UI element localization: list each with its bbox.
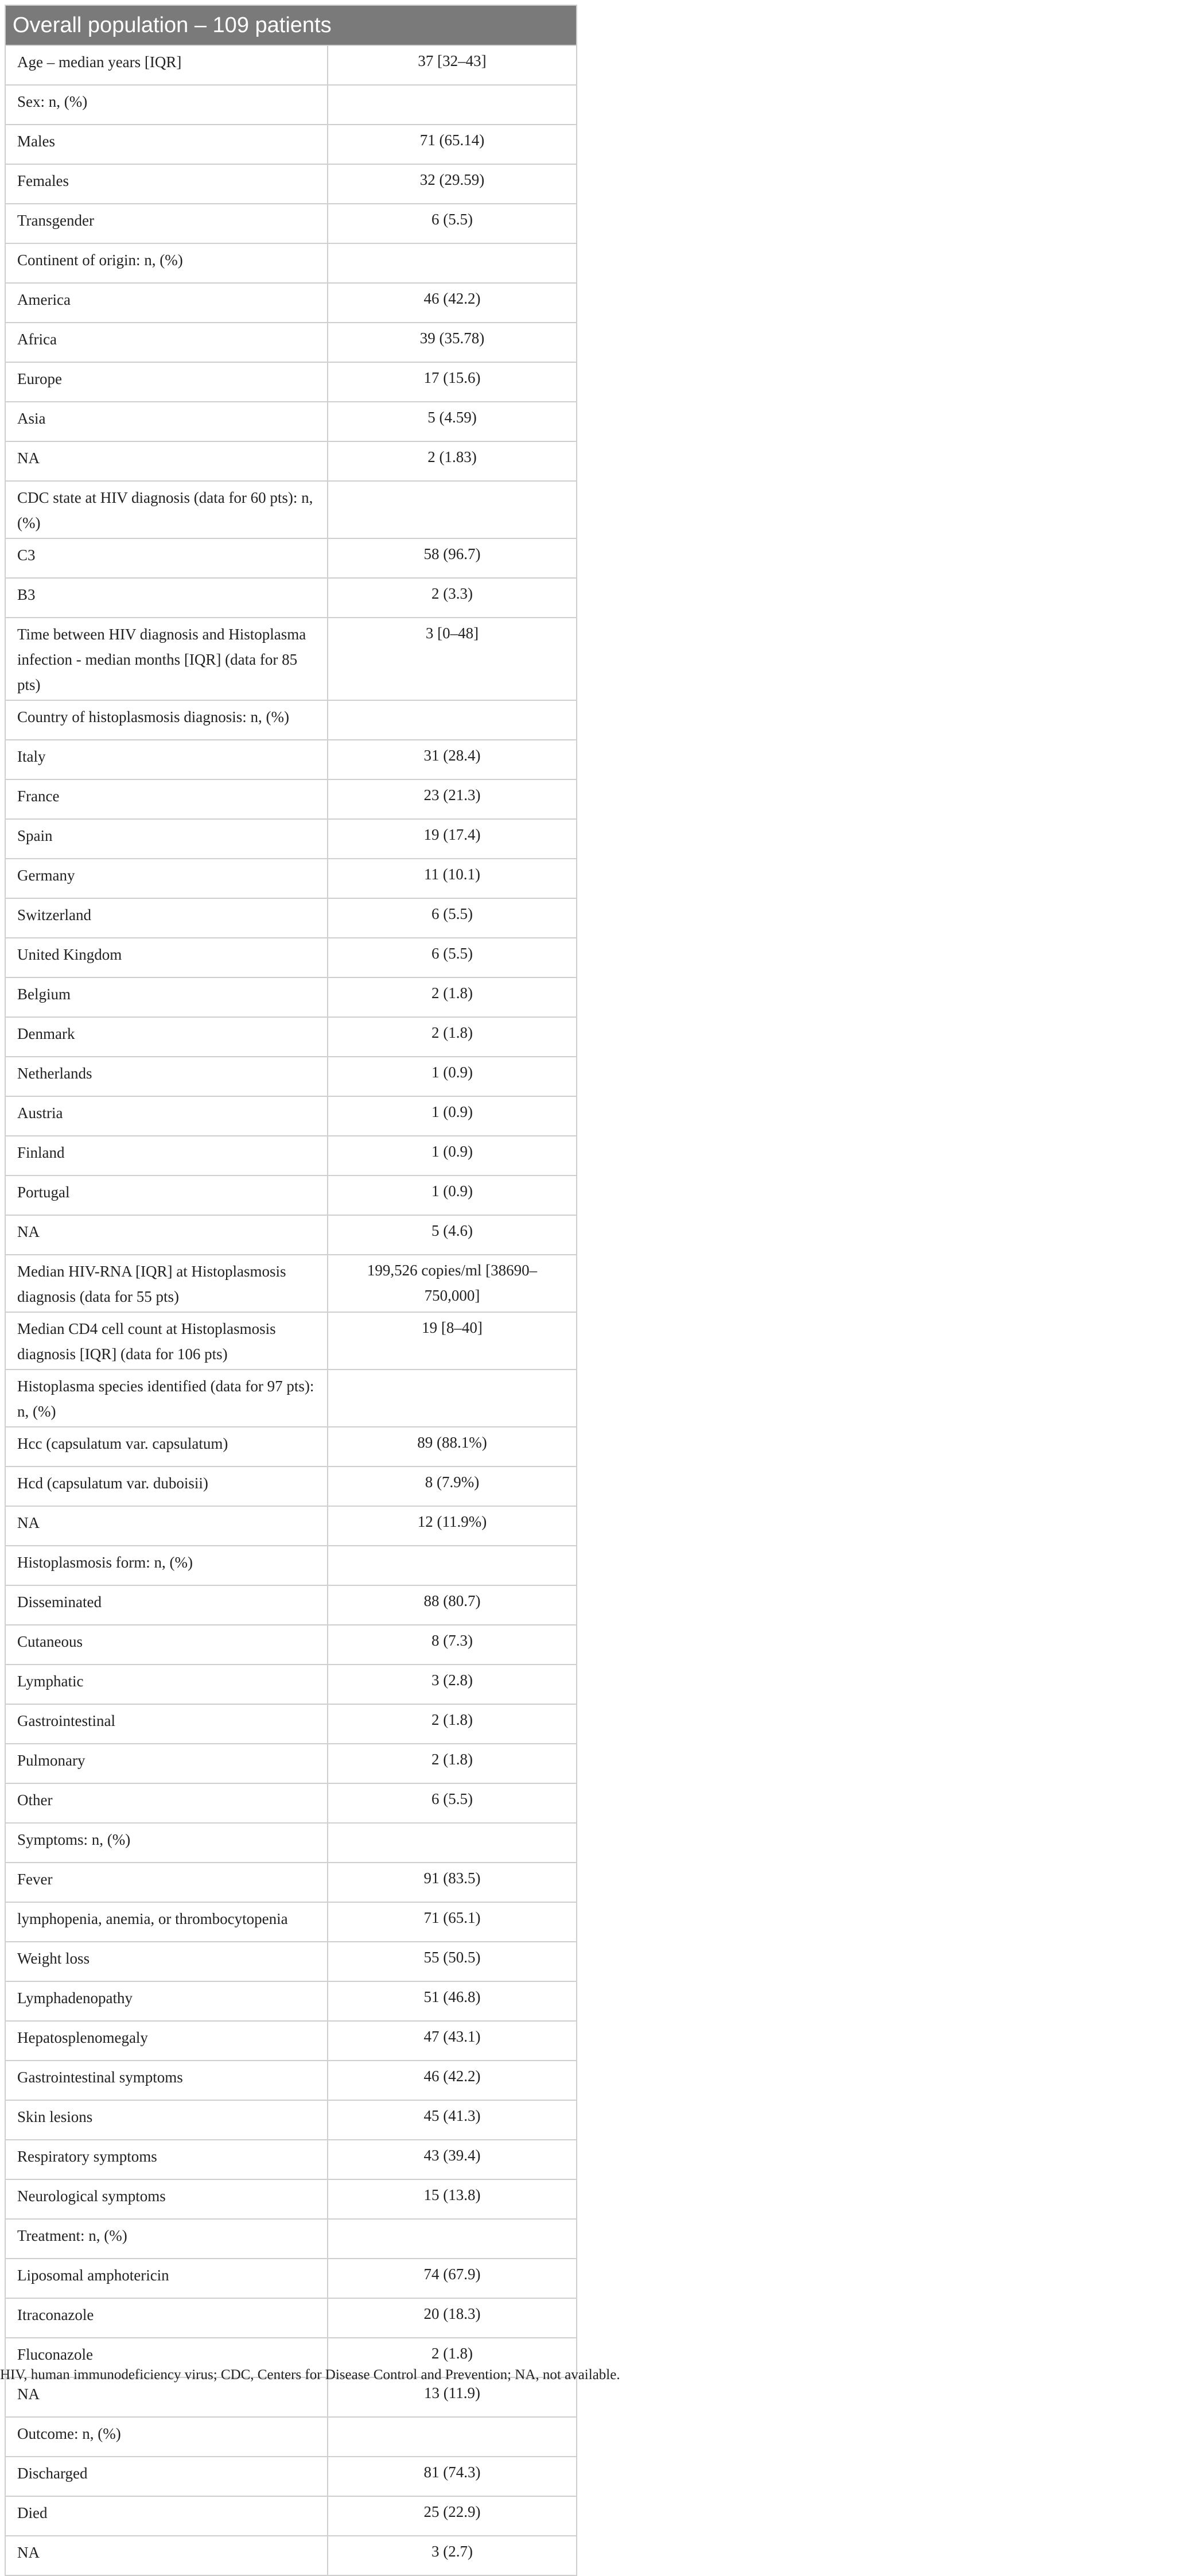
row-label: United Kingdom — [5, 938, 328, 977]
table-row — [5, 618, 577, 700]
row-label: Pulmonary — [5, 1744, 328, 1783]
row-label: Fever — [5, 1863, 328, 1902]
row-label: Europe — [5, 362, 328, 402]
table-row — [5, 2417, 577, 2457]
row-label: America — [5, 283, 328, 323]
row-label: Netherlands — [5, 1057, 328, 1096]
table-row — [5, 2298, 577, 2338]
row-value: 12 (11.9%) — [328, 1506, 577, 1546]
row-value: 2 (1.83) — [328, 441, 577, 481]
table-row — [5, 1467, 577, 1506]
row-value: 91 (83.5) — [328, 1863, 577, 1902]
row-label: Switzerland — [5, 898, 328, 938]
row-label: Histoplasmosis form: n, (%) — [5, 1546, 328, 1585]
row-label: Fluconazole — [5, 2338, 328, 2377]
row-label: France — [5, 779, 328, 819]
table-row — [5, 1625, 577, 1665]
table-row — [5, 283, 577, 323]
row-label: NA — [5, 1506, 328, 1546]
row-value: 2 (1.8) — [328, 1704, 577, 1744]
table-row — [5, 1585, 577, 1625]
table-row — [5, 2100, 577, 2140]
row-value: 6 (5.5) — [328, 204, 577, 243]
table-row — [5, 819, 577, 859]
row-value: 39 (35.78) — [328, 323, 577, 362]
row-value: 1 (0.9) — [328, 1096, 577, 1136]
row-value: 19 (17.4) — [328, 819, 577, 859]
row-label: Spain — [5, 819, 328, 859]
row-value: 3 [0–48] — [328, 618, 577, 700]
row-value — [328, 85, 577, 125]
table-row — [5, 1176, 577, 1215]
row-value: 17 (15.6) — [328, 362, 577, 402]
row-label: Treatment: n, (%) — [5, 2219, 328, 2259]
table-row — [5, 2219, 577, 2259]
row-label: Hcd (capsulatum var. duboisii) — [5, 1467, 328, 1506]
table-row — [5, 1783, 577, 1823]
row-label: Histoplasma species identified (data for 97 pts): n, (%) — [5, 1370, 328, 1427]
row-value: 2 (1.8) — [328, 1017, 577, 1057]
row-label: Median HIV-RNA [IQR] at Histoplasmosis diagnosis (data for 55 pts) — [5, 1255, 328, 1312]
table-row — [5, 2496, 577, 2536]
row-value: 6 (5.5) — [328, 1783, 577, 1823]
table-title: Overall population – 109 patients — [5, 5, 577, 45]
table-row — [5, 2259, 577, 2298]
row-label: Continent of origin: n, (%) — [5, 243, 328, 283]
row-value: 51 (46.8) — [328, 1981, 577, 2021]
row-label: Belgium — [5, 977, 328, 1017]
row-label: Females — [5, 164, 328, 204]
row-label: Time between HIV diagnosis and Histoplasma infection - median months [IQR] (data for 85 pts) — [5, 618, 328, 700]
row-label: lymphopenia, anemia, or thrombocytopenia — [5, 1902, 328, 1942]
table-row — [5, 1823, 577, 1863]
row-value: 47 (43.1) — [328, 2021, 577, 2061]
table-row — [5, 1370, 577, 1427]
row-label: Outcome: n, (%) — [5, 2417, 328, 2457]
row-value: 81 (74.3) — [328, 2457, 577, 2496]
row-value: 32 (29.59) — [328, 164, 577, 204]
row-value: 20 (18.3) — [328, 2298, 577, 2338]
row-value: 5 (4.59) — [328, 402, 577, 441]
row-label: Disseminated — [5, 1585, 328, 1625]
table-body — [5, 45, 577, 2575]
row-label: Gastrointestinal symptoms — [5, 2061, 328, 2100]
row-value — [328, 700, 577, 740]
row-label: Died — [5, 2496, 328, 2536]
row-value: 199,526 copies/ml [38690–750,000] — [328, 1255, 577, 1312]
row-value: 19 [8–40] — [328, 1312, 577, 1370]
table-row — [5, 1942, 577, 1981]
row-label: Median CD4 cell count at Histoplasmosis diagnosis [IQR] (data for 106 pts) — [5, 1312, 328, 1370]
table-row — [5, 1863, 577, 1902]
row-value — [328, 1546, 577, 1585]
row-value: 71 (65.1) — [328, 1902, 577, 1942]
row-value: 1 (0.9) — [328, 1176, 577, 1215]
row-value: 6 (5.5) — [328, 938, 577, 977]
table-row — [5, 481, 577, 538]
row-value: 1 (0.9) — [328, 1057, 577, 1096]
row-value — [328, 2417, 577, 2457]
row-value: 2 (1.8) — [328, 1744, 577, 1783]
row-value: 88 (80.7) — [328, 1585, 577, 1625]
table-row — [5, 125, 577, 164]
table-row — [5, 85, 577, 125]
table-row — [5, 2457, 577, 2496]
row-value: 3 (2.8) — [328, 1665, 577, 1704]
row-value: 2 (1.8) — [328, 2338, 577, 2377]
row-value: 13 (11.9) — [328, 2377, 577, 2417]
row-label: NA — [5, 2377, 328, 2417]
table-row — [5, 2377, 577, 2417]
table-row — [5, 362, 577, 402]
table-row — [5, 1546, 577, 1585]
row-label: Skin lesions — [5, 2100, 328, 2140]
table-row — [5, 898, 577, 938]
row-label: Country of histoplasmosis diagnosis: n, (%) — [5, 700, 328, 740]
table-row — [5, 1981, 577, 2021]
table-row — [5, 1215, 577, 1255]
row-value: 37 [32–43] — [328, 45, 577, 85]
table-row — [5, 779, 577, 819]
row-value: 31 (28.4) — [328, 740, 577, 779]
row-value: 23 (21.3) — [328, 779, 577, 819]
row-label: Sex: n, (%) — [5, 85, 328, 125]
row-label: Africa — [5, 323, 328, 362]
row-label: Hepatosplenomegaly — [5, 2021, 328, 2061]
row-value: 45 (41.3) — [328, 2100, 577, 2140]
table-row — [5, 243, 577, 283]
row-label: Discharged — [5, 2457, 328, 2496]
row-value — [328, 1823, 577, 1863]
row-value: 55 (50.5) — [328, 1942, 577, 1981]
table-row — [5, 977, 577, 1017]
row-label: Asia — [5, 402, 328, 441]
table-row — [5, 1902, 577, 1942]
row-value: 11 (10.1) — [328, 859, 577, 898]
table-row — [5, 938, 577, 977]
table-row — [5, 2061, 577, 2100]
row-label: Age – median years [IQR] — [5, 45, 328, 85]
table-footnote: HIV, human immunodeficiency virus; CDC, Centers for Disease Control and Prevention; NA, not available. — [0, 2367, 620, 2383]
row-value: 43 (39.4) — [328, 2140, 577, 2179]
table-row — [5, 441, 577, 481]
row-label: Germany — [5, 859, 328, 898]
table-row — [5, 1136, 577, 1176]
patient-characteristics-table — [5, 5, 577, 2576]
row-value: 25 (22.9) — [328, 2496, 577, 2536]
row-value — [328, 243, 577, 283]
row-label: Portugal — [5, 1176, 328, 1215]
row-label: Lymphadenopathy — [5, 1981, 328, 2021]
row-label: NA — [5, 1215, 328, 1255]
row-label: Transgender — [5, 204, 328, 243]
table-row — [5, 164, 577, 204]
row-value: 74 (67.9) — [328, 2259, 577, 2298]
row-value — [328, 2219, 577, 2259]
row-value: 2 (3.3) — [328, 578, 577, 618]
row-label: Cutaneous — [5, 1625, 328, 1665]
table-row — [5, 1096, 577, 1136]
row-label: Italy — [5, 740, 328, 779]
table-row — [5, 1744, 577, 1783]
row-value: 46 (42.2) — [328, 283, 577, 323]
table-row — [5, 402, 577, 441]
row-label: Weight loss — [5, 1942, 328, 1981]
table-row — [5, 1255, 577, 1312]
row-label: Gastrointestinal — [5, 1704, 328, 1744]
table-row — [5, 323, 577, 362]
row-label: CDC state at HIV diagnosis (data for 60 pts): n, (%) — [5, 481, 328, 538]
table-row — [5, 1506, 577, 1546]
table-row — [5, 1017, 577, 1057]
table-row — [5, 578, 577, 618]
row-label: Finland — [5, 1136, 328, 1176]
row-label: B3 — [5, 578, 328, 618]
table-row — [5, 1312, 577, 1370]
row-label: Other — [5, 1783, 328, 1823]
row-value: 8 (7.9%) — [328, 1467, 577, 1506]
table-row — [5, 1665, 577, 1704]
row-label: NA — [5, 2536, 328, 2575]
row-label: Neurological symptoms — [5, 2179, 328, 2219]
row-value: 71 (65.14) — [328, 125, 577, 164]
table-row — [5, 1427, 577, 1467]
row-label: NA — [5, 441, 328, 481]
table-row — [5, 859, 577, 898]
row-value — [328, 481, 577, 538]
row-value — [328, 1370, 577, 1427]
row-value: 5 (4.6) — [328, 1215, 577, 1255]
row-value: 58 (96.7) — [328, 538, 577, 578]
row-label: C3 — [5, 538, 328, 578]
row-value: 2 (1.8) — [328, 977, 577, 1017]
row-label: Itraconazole — [5, 2298, 328, 2338]
row-label: Symptoms: n, (%) — [5, 1823, 328, 1863]
row-value: 46 (42.2) — [328, 2061, 577, 2100]
row-value: 15 (13.8) — [328, 2179, 577, 2219]
row-label: Lymphatic — [5, 1665, 328, 1704]
row-label: Respiratory symptoms — [5, 2140, 328, 2179]
row-label: Males — [5, 125, 328, 164]
data-table-container — [5, 5, 576, 2576]
row-value: 6 (5.5) — [328, 898, 577, 938]
table-header-row — [5, 5, 577, 45]
table-row — [5, 700, 577, 740]
table-row — [5, 2179, 577, 2219]
row-label: Liposomal amphotericin — [5, 2259, 328, 2298]
row-value: 89 (88.1%) — [328, 1427, 577, 1467]
table-row — [5, 740, 577, 779]
table-row — [5, 1704, 577, 1744]
row-value: 3 (2.7) — [328, 2536, 577, 2575]
row-value: 8 (7.3) — [328, 1625, 577, 1665]
table-row — [5, 45, 577, 85]
table-row — [5, 2536, 577, 2575]
table-row — [5, 538, 577, 578]
table-row — [5, 2021, 577, 2061]
table-row — [5, 2140, 577, 2179]
row-label: Austria — [5, 1096, 328, 1136]
row-label: Hcc (capsulatum var. capsulatum) — [5, 1427, 328, 1467]
row-value: 1 (0.9) — [328, 1136, 577, 1176]
table-row — [5, 1057, 577, 1096]
row-label: Denmark — [5, 1017, 328, 1057]
table-row — [5, 204, 577, 243]
